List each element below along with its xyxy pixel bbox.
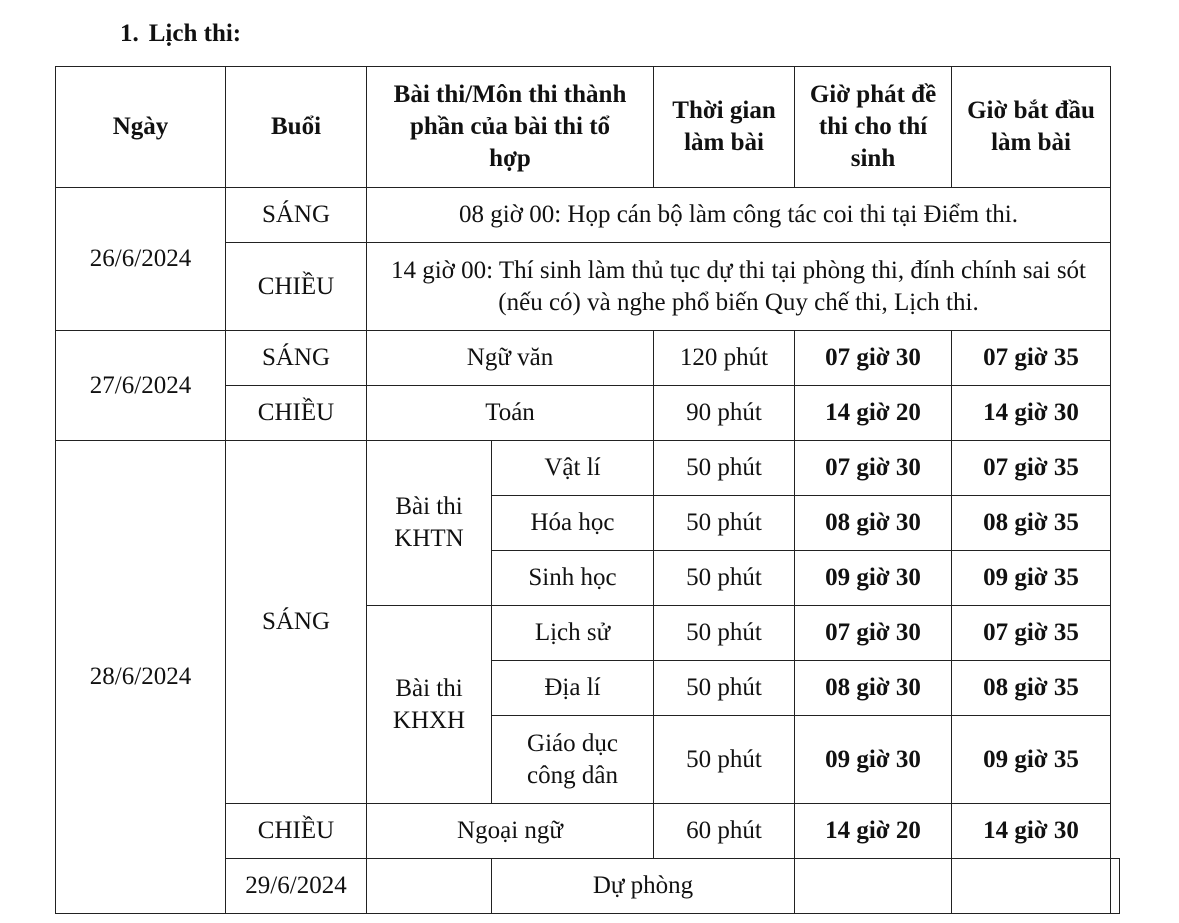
subject-cell: Lịch sử <box>492 606 654 661</box>
duration-cell: 120 phút <box>654 331 795 386</box>
subject-cell: Ngoại ngữ <box>367 804 654 859</box>
subject-cell: Vật lí <box>492 441 654 496</box>
start-time-cell: 07 giờ 35 <box>952 441 1111 496</box>
start-time-cell: 14 giờ 30 <box>952 804 1111 859</box>
duration-cell: 50 phút <box>654 606 795 661</box>
combined-exam-cell: Bài thi KHTN <box>367 441 492 606</box>
duration-cell <box>795 859 952 914</box>
handout-time-cell: 14 giờ 20 <box>795 804 952 859</box>
header-row <box>56 67 1120 188</box>
start-time-cell: 08 giờ 35 <box>952 496 1111 551</box>
handout-time-cell <box>952 859 1111 914</box>
handout-time-cell: 09 giờ 30 <box>795 551 952 606</box>
handout-time-cell: 07 giờ 30 <box>795 331 952 386</box>
header-thoi-gian: Thời gian làm bài <box>654 67 795 188</box>
combined-exam-cell: Bài thi KHXH <box>367 606 492 804</box>
table-row <box>56 331 1120 386</box>
duration-cell: 50 phút <box>654 551 795 606</box>
handout-time-cell: 08 giờ 30 <box>795 496 952 551</box>
header-gio-phat-de: Giờ phát đề thi cho thí sinh <box>795 67 952 188</box>
start-time-cell: 09 giờ 35 <box>952 551 1111 606</box>
subject-cell: Dự phòng <box>492 859 795 914</box>
section-title: Lịch thi: <box>148 20 242 47</box>
session-cell <box>367 859 492 914</box>
section-heading <box>120 20 241 48</box>
duration-cell: 60 phút <box>654 804 795 859</box>
start-time-cell: 14 giờ 30 <box>952 386 1111 441</box>
session-cell: CHIỀU <box>226 243 367 331</box>
table-row <box>56 188 1120 243</box>
duration-cell: 50 phút <box>654 716 795 804</box>
handout-time-cell: 09 giờ 30 <box>795 716 952 804</box>
subject-cell: Hóa học <box>492 496 654 551</box>
subject-cell: Sinh học <box>492 551 654 606</box>
table-row <box>56 441 1120 496</box>
handout-time-cell: 07 giờ 30 <box>795 441 952 496</box>
duration-cell: 90 phút <box>654 386 795 441</box>
handout-time-cell: 07 giờ 30 <box>795 606 952 661</box>
subject-cell: Địa lí <box>492 661 654 716</box>
start-time-cell: 09 giờ 35 <box>952 716 1111 804</box>
date-cell: 27/6/2024 <box>56 331 226 441</box>
note-cell: 08 giờ 00: Họp cán bộ làm công tác coi thi tại Điểm thi. <box>367 188 1111 243</box>
subject-cell: Ngữ văn <box>367 331 654 386</box>
session-cell: CHIỀU <box>226 386 367 441</box>
date-cell: 29/6/2024 <box>226 859 367 914</box>
subject-cell: Toán <box>367 386 654 441</box>
section-number: 1. <box>120 20 139 47</box>
note-cell: 14 giờ 00: Thí sinh làm thủ tục dự thi tại phòng thi, đính chính sai sót (nếu có) và nghe phổ biến Quy chế thi, Lịch thi. <box>367 243 1111 331</box>
session-cell: SÁNG <box>226 188 367 243</box>
exam-schedule-table <box>55 66 1120 914</box>
session-cell: CHIỀU <box>226 804 367 859</box>
date-cell: 28/6/2024 <box>56 441 226 914</box>
duration-cell: 50 phút <box>654 496 795 551</box>
handout-time-cell: 08 giờ 30 <box>795 661 952 716</box>
session-cell: SÁNG <box>226 331 367 386</box>
start-time-cell: 07 giờ 35 <box>952 606 1111 661</box>
header-bai-thi: Bài thi/Môn thi thành phần của bài thi tổ hợp <box>367 67 654 188</box>
duration-cell: 50 phút <box>654 441 795 496</box>
header-gio-bat-dau: Giờ bắt đầu làm bài <box>952 67 1111 188</box>
header-ngay: Ngày <box>56 67 226 188</box>
subject-cell: Giáo dục công dân <box>492 716 654 804</box>
start-time-cell: 08 giờ 35 <box>952 661 1111 716</box>
session-cell: SÁNG <box>226 441 367 804</box>
header-buoi: Buổi <box>226 67 367 188</box>
date-cell: 26/6/2024 <box>56 188 226 331</box>
duration-cell: 50 phút <box>654 661 795 716</box>
handout-time-cell: 14 giờ 20 <box>795 386 952 441</box>
start-time-cell <box>1111 859 1120 914</box>
start-time-cell: 07 giờ 35 <box>952 331 1111 386</box>
